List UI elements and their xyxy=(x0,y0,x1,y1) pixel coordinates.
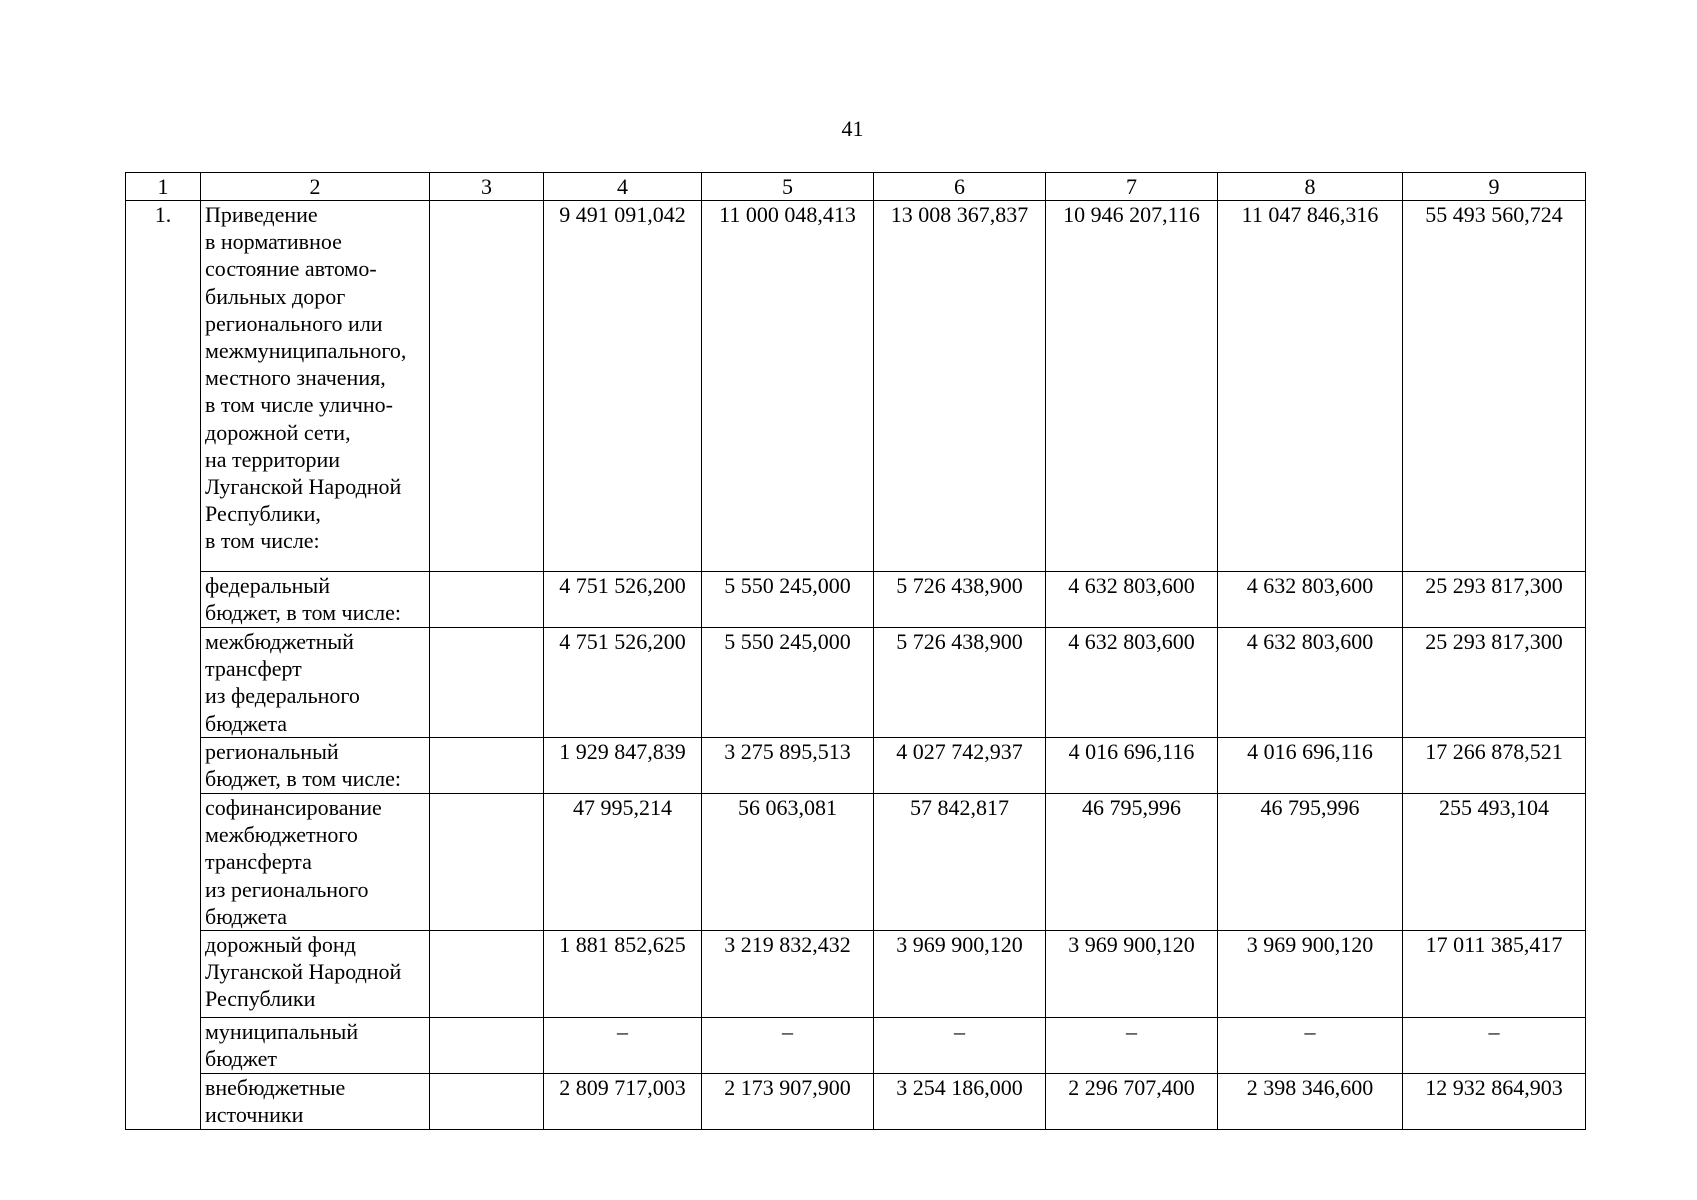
row-label-cell: софинансирование межбюджетного трансферта из регионального бюджета xyxy=(201,794,430,931)
value-cell: 25 293 817,300 xyxy=(1403,628,1586,738)
value-cell: 11 000 048,413 xyxy=(702,201,874,572)
value-cell: 56 063,081 xyxy=(702,794,874,931)
value-cell: 3 969 900,120 xyxy=(874,931,1046,1018)
value-cell: – xyxy=(1218,1018,1403,1074)
table-row xyxy=(126,201,1586,572)
row-label-cell: Приведение в нормативное состояние автомо- бильных дорог регионального или межмуниципального, местного значения, в том числе улично- дорожной сети, на территории Луганской Народной Республики, в том числе: xyxy=(201,201,430,572)
table-row xyxy=(126,738,1586,794)
column-3-cell xyxy=(430,201,544,572)
value-cell: 2 296 707,400 xyxy=(1046,1074,1218,1130)
value-cell: 46 795,996 xyxy=(1046,794,1218,931)
column-3-cell xyxy=(430,628,544,738)
value-cell: 4 016 696,116 xyxy=(1218,738,1403,794)
value-cell: 17 266 878,521 xyxy=(1403,738,1586,794)
value-cell: 2 809 717,003 xyxy=(544,1074,702,1130)
table-row xyxy=(126,931,1586,1018)
table-row xyxy=(126,628,1586,738)
value-cell: 4 632 803,600 xyxy=(1046,572,1218,628)
value-cell: 4 751 526,200 xyxy=(544,572,702,628)
row-number-cell: 1. xyxy=(126,201,201,1130)
row-label-cell: внебюджетные источники xyxy=(201,1074,430,1130)
value-cell: 1 881 852,625 xyxy=(544,931,702,1018)
column-header: 6 xyxy=(874,173,1046,201)
value-cell: 13 008 367,837 xyxy=(874,201,1046,572)
value-cell: 5 726 438,900 xyxy=(874,628,1046,738)
value-cell: 57 842,817 xyxy=(874,794,1046,931)
column-header: 1 xyxy=(126,173,201,201)
budget-table xyxy=(125,172,1586,1130)
page-number: 41 xyxy=(841,116,864,141)
column-3-cell xyxy=(430,572,544,628)
value-cell: 3 969 900,120 xyxy=(1046,931,1218,1018)
value-cell: 12 932 864,903 xyxy=(1403,1074,1586,1130)
value-cell: 4 632 803,600 xyxy=(1218,572,1403,628)
value-cell: 4 632 803,600 xyxy=(1218,628,1403,738)
value-cell: 4 027 742,937 xyxy=(874,738,1046,794)
column-header: 4 xyxy=(544,173,702,201)
value-cell: 46 795,996 xyxy=(1218,794,1403,931)
table-row xyxy=(126,572,1586,628)
value-cell: 5 550 245,000 xyxy=(702,572,874,628)
column-header: 8 xyxy=(1218,173,1403,201)
column-header: 5 xyxy=(702,173,874,201)
value-cell: 47 995,214 xyxy=(544,794,702,931)
value-cell: 3 254 186,000 xyxy=(874,1074,1046,1130)
table-row xyxy=(126,794,1586,931)
value-cell: 2 173 907,900 xyxy=(702,1074,874,1130)
row-label-cell: федеральный бюджет, в том числе: xyxy=(201,572,430,628)
value-cell: 3 219 832,432 xyxy=(702,931,874,1018)
row-label-cell: межбюджетный трансферт из федерального бюджета xyxy=(201,628,430,738)
value-cell: 4 751 526,200 xyxy=(544,628,702,738)
column-header: 2 xyxy=(201,173,430,201)
column-number-row xyxy=(126,173,1586,201)
value-cell: 2 398 346,600 xyxy=(1218,1074,1403,1130)
value-cell: 3 969 900,120 xyxy=(1218,931,1403,1018)
table-row xyxy=(126,1018,1586,1074)
value-cell: 5 726 438,900 xyxy=(874,572,1046,628)
value-cell: 9 491 091,042 xyxy=(544,201,702,572)
value-cell: – xyxy=(874,1018,1046,1074)
value-cell: 55 493 560,724 xyxy=(1403,201,1586,572)
row-label-cell: муниципальный бюджет xyxy=(201,1018,430,1074)
value-cell: – xyxy=(544,1018,702,1074)
value-cell: – xyxy=(1046,1018,1218,1074)
column-header: 9 xyxy=(1403,173,1586,201)
value-cell: 10 946 207,116 xyxy=(1046,201,1218,572)
column-3-cell xyxy=(430,1074,544,1130)
row-label-cell: региональный бюджет, в том числе: xyxy=(201,738,430,794)
value-cell: 11 047 846,316 xyxy=(1218,201,1403,572)
column-header: 3 xyxy=(430,173,544,201)
value-cell: 1 929 847,839 xyxy=(544,738,702,794)
value-cell: 255 493,104 xyxy=(1403,794,1586,931)
column-3-cell xyxy=(430,794,544,931)
column-3-cell xyxy=(430,738,544,794)
column-3-cell xyxy=(430,1018,544,1074)
column-3-cell xyxy=(430,931,544,1018)
value-cell: – xyxy=(702,1018,874,1074)
value-cell: 25 293 817,300 xyxy=(1403,572,1586,628)
value-cell: – xyxy=(1403,1018,1586,1074)
table-row xyxy=(126,1074,1586,1130)
column-header: 7 xyxy=(1046,173,1218,201)
value-cell: 3 275 895,513 xyxy=(702,738,874,794)
value-cell: 17 011 385,417 xyxy=(1403,931,1586,1018)
value-cell: 4 632 803,600 xyxy=(1046,628,1218,738)
row-label-cell: дорожный фонд Луганской Народной Республики xyxy=(201,931,430,1018)
value-cell: 5 550 245,000 xyxy=(702,628,874,738)
value-cell: 4 016 696,116 xyxy=(1046,738,1218,794)
